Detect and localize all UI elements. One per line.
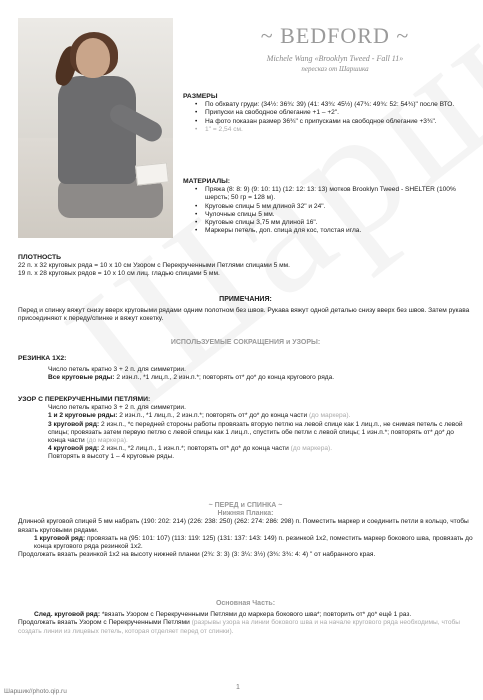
twisted-row-note: (до маркера). <box>307 412 351 420</box>
row-label: 1 круговой ряд: <box>34 534 86 542</box>
abbreviations-heading: ИСПОЛЬЗУЕМЫЕ СОКРАЩЕНИЯ и УЗОРЫ: <box>170 339 321 346</box>
notes-section <box>18 296 473 324</box>
twisted-heading: УЗОР С ПЕРЕКРУЧЕННЫМИ ПЕТЛЯМИ: <box>18 396 151 403</box>
twisted-row-note: (до маркера). <box>84 437 128 445</box>
rib-line: Число петель кратно 3 + 2 п. для симметрии. <box>48 366 186 374</box>
materials-yarn: • Пряжа (8: 8: 9) (9: 10: 11) (12: 12: 13: 13) мотков Brooklyn Tweed - SHELTER (100% шерсть; 50 гр = 128 м). <box>193 186 473 202</box>
row-text: *вязать Узором с Перекрученными Петлями до маркера бокового шва*; повторить от* до* ещё 1 раз. <box>100 611 412 619</box>
size-item: • 1" = 2,54 см. <box>193 126 473 134</box>
notes-text: Перед и спинку вяжут снизу вверх круговыми рядами одним полотном без швов. Рукава вяжут одной деталью снизу вверх без швов. Затем рукава присоединяют к переду/спинке и вяжут кокетку. <box>18 307 470 323</box>
materials-item: • Маркеры петель, доп. спица для кос, толстая игла. <box>193 227 473 235</box>
materials-section <box>183 178 473 235</box>
materials-item: • Круговые спицы 3,75 мм длиной 16". <box>193 219 473 227</box>
sizes-heading: РАЗМЕРЫ <box>183 93 218 100</box>
size-item: • Припуски на свободное облегание +1 – +2". <box>193 109 473 117</box>
row-text: провязать на (95: 101: 107) (113: 119: 125) (131: 137: 143: 149) п. резинкой 1х2, поместить маркер бокового шва, провязать до конца кругового ряда резинкой 1х2. <box>34 534 473 551</box>
front-back-section <box>18 502 473 559</box>
materials-heading: МАТЕРИАЛЫ: <box>183 178 231 185</box>
twisted-row-text: 2 изн.п., *2 лиц.п., 1 изн.п.*; повторять от* до* до конца части <box>99 445 289 453</box>
rib-heading: РЕЗИНКА 1Х2: <box>18 355 67 362</box>
main-part-heading: Основная Часть: <box>215 600 276 607</box>
materials-item: • Круговые спицы 5 мм длиной 32" и 24". <box>193 203 473 211</box>
lower-band-heading: Нижняя Планка: <box>217 510 274 518</box>
rib-section <box>18 355 473 383</box>
continue-text: Продолжать вязать Узором с Перекрученными Петлями <box>18 619 190 627</box>
rib-row-label: Все круговые ряды: <box>48 374 115 382</box>
gauge-line: 22 п. х 32 круговых ряда = 10 х 10 см Узором с Перекрученными Петлями спицами 5 мм. <box>18 262 291 270</box>
twisted-line: Число петель кратно 3 + 2 п. для симметрии. <box>48 404 186 412</box>
main-part-section <box>18 600 473 636</box>
source-credit: Шаршик//photo.qip.ru <box>4 688 67 695</box>
size-item: • По обхвату груди: (34½: 36¾: 39) (41: 43¾: 45½) (47¾: 49¾: 52: 54¾)" после ВТО. <box>193 101 473 109</box>
materials-item: • Чулочные спицы 5 мм. <box>193 211 473 219</box>
pattern-author: Michele Wang «Brooklyn Tweed - Fall 11» <box>266 54 404 63</box>
page-number: 1 <box>236 684 240 691</box>
notes-heading: ПРИМЕЧАНИЯ: <box>219 296 272 303</box>
gauge-section <box>18 254 473 279</box>
size-item: • На фото показан размер 36¾" с припусками на свободное облегание +3¾". <box>193 118 473 126</box>
sizes-section <box>183 93 473 134</box>
rib-row-text: 2 изн.п., *1 лиц.п., 2 изн.п.*; повторять от* до* до конца кругового ряда. <box>114 374 335 382</box>
translator-credit: пересказ от Шаршика <box>301 65 369 73</box>
twisted-repeat: Повторять в высоту 1 – 4 круговые ряды. <box>48 453 175 461</box>
twisted-row-label: 1 и 2 круговые ряды: <box>48 412 118 420</box>
twisted-row-label: 4 круговой ряд: <box>48 445 100 453</box>
continue-note: (разрывы узора на линии бокового шва и на начале кругового ряда необходимы, чтобы создать линии из лицевых петель, которая отделяет перед от спинки). <box>18 619 461 635</box>
row-label: След. круговой ряд: <box>34 611 101 619</box>
twisted-row-text: 2 изн.п., *с передней стороны работы провязать вторую петлю на левой спице как 1 лиц.п., не снимая петель с левой спицы; провязать затем первую петлю с левой спицы как 1 лиц.п., спустить обе петли с левой спицы; 1 изн.п.*; повторять от* до* до конца части <box>48 420 463 445</box>
twisted-section <box>18 396 473 462</box>
front-back-heading: ~ ПЕРЕД и СПИНКА ~ <box>208 502 283 509</box>
pattern-title: ~ BEDFORD ~ <box>260 23 410 48</box>
gauge-line: 19 п. х 28 круговых рядов = 10 х 10 см лиц. гладью спицами 5 мм. <box>18 270 220 278</box>
twisted-row-label: 3 круговой ряд: <box>48 420 100 428</box>
gauge-heading: ПЛОТНОСТЬ <box>18 254 62 261</box>
twisted-row-text: 2 изн.п., *1 лиц.п., 2 изн.п.*; повторять от* до* до конца части <box>117 412 308 420</box>
twisted-row-note: (до маркера). <box>288 445 333 453</box>
cast-on-text: Длинной круговой спицей 5 мм набрать (190: 202: 214) (226: 238: 250) (262: 274: 286: 298) п. Поместить маркер и соединить петли в кольцо, чтобы вязать круговыми рядами. <box>18 518 469 534</box>
continue-text: Продолжать вязать резинкой 1х2 на высоту нижней планки (2¾: 3: 3) (3: 3¼: 3½) (3¾: 3¾: 4: 4) " от набранного края. <box>18 551 376 559</box>
